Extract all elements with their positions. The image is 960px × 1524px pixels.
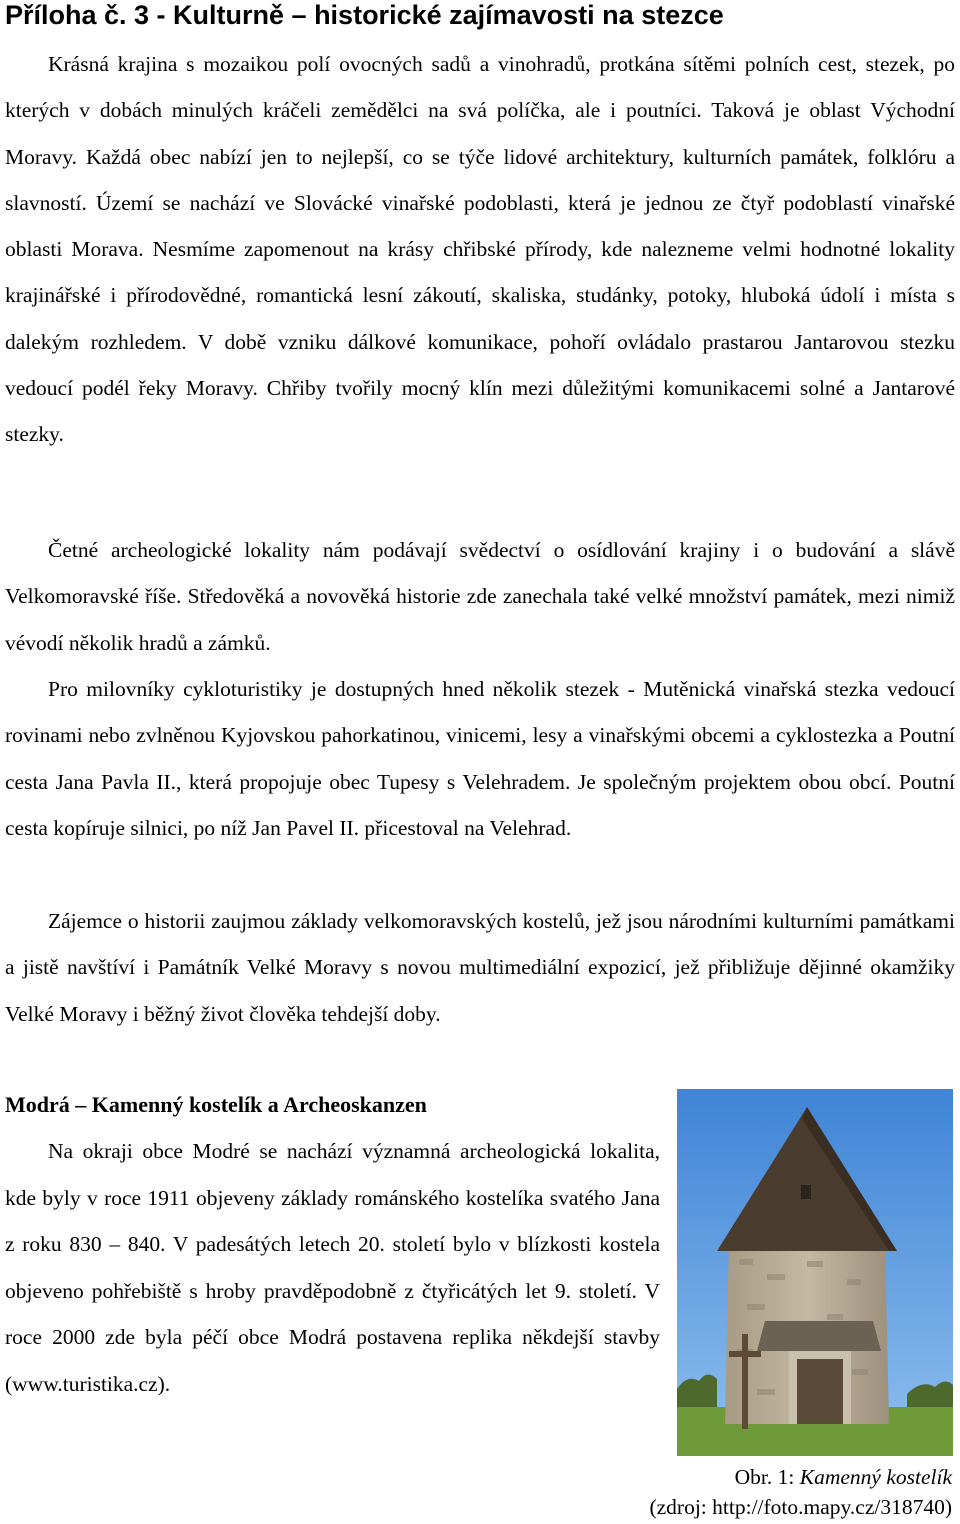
figure-caption	[532, 1464, 952, 1490]
paragraph-4: Zájemce o historii zaujmou základy velkomoravských kostelů, jež jsou národními kulturními památkami a jistě navštíví i Památník Velké Moravy s novou multimediální expozicí, jež přibližuje dějinné okamžiky Velké Moravy i běžný život člověka tehdejší doby.	[5, 909, 955, 1026]
church-illustration	[677, 1089, 953, 1456]
figure-source: (zdroj: http://foto.mapy.cz/318740)	[649, 1495, 952, 1519]
paragraph-1: Krásná krajina s mozaikou polí ovocných sadů a vinohradů, protkána sítěmi polních cest, stezek, po kterých v dobách minulých kráčeli zemědělci na svá políčka, ale i poutníci. Taková je oblast Východní Moravy. Každá obec nabízí jen to nejlepší, co se týče lidové architektury, kulturních památek, folklóru a slavností. Území se nachází ve Slovácké vinařské podoblasti, která je jednou ze čtyř podoblastí vinařské oblasti Morava. Nesmíme zapomenout na krásy chřibské přírody, kde nalezneme velmi hodnotné lokality krajinářské i přírodovědné, romantická lesní zákoutí, skaliska, studánky, potoky, hluboká údolí i místa s dalekým rozhledem. V době vzniku dálkové komunikace, pohoří ovládalo prastarou Jantarovou stezku vedoucí podél řeky Moravy. Chřiby tvořily mocný klín mezi důležitými komunikacemi solné a Jantarové stezky.	[5, 52, 955, 447]
cross-beam	[729, 1351, 761, 1357]
door	[797, 1359, 843, 1424]
cross-post	[742, 1334, 748, 1429]
gable-window	[801, 1185, 811, 1199]
paragraph-3: Pro milovníky cykloturistiky je dostupných hned několik stezek - Mutěnická vinařská stezka vedoucí rovinami nebo zvlněnou Kyjovskou pahorkatinou, vinicemi, lesy a vinařskými obcemi a cyklostezka a Poutní cesta Jana Pavla II., která propojuje obec Tupesy s Velehradem. Je společným projektem obou obcí. Poutní cesta kopíruje silnici, po níž Jan Pavel II. přicestoval na Velehrad.	[5, 677, 955, 840]
section-heading: Modrá – Kamenný kostelík a Archeoskanzen	[5, 1092, 427, 1117]
page-title: Příloha č. 3 - Kulturně – historické zajímavosti na stezce	[5, 0, 724, 30]
caption-title: Kamenný kostelík	[799, 1465, 952, 1489]
church-photo	[677, 1089, 953, 1456]
paragraph-2: Četné archeologické lokality nám podávají svědectví o osídlování krajiny i o budování a slávě Velkomoravské říše. Středověká a novověká historie zde zanechala také velké množství památek, mezi nimiž vévodí několik hradů a zámků.	[5, 538, 955, 655]
section-paragraph: Na okraji obce Modré se nachází významná archeologická lokalita, kde byly v roce 1911 objeveny základy románského kostelíka svatého Jana z roku 830 – 840. V padesátých letech 20. století bylo v blízkosti kostela objeveno pohřebiště s hroby pravděpodobně z čtyřicátých let 9. století. V roce 2000 zde byla péčí obce Modrá postavena replika někdejší stavby (www.turistika.cz).	[5, 1139, 660, 1396]
door-canopy	[757, 1321, 881, 1351]
caption-prefix: Obr. 1:	[734, 1465, 800, 1489]
